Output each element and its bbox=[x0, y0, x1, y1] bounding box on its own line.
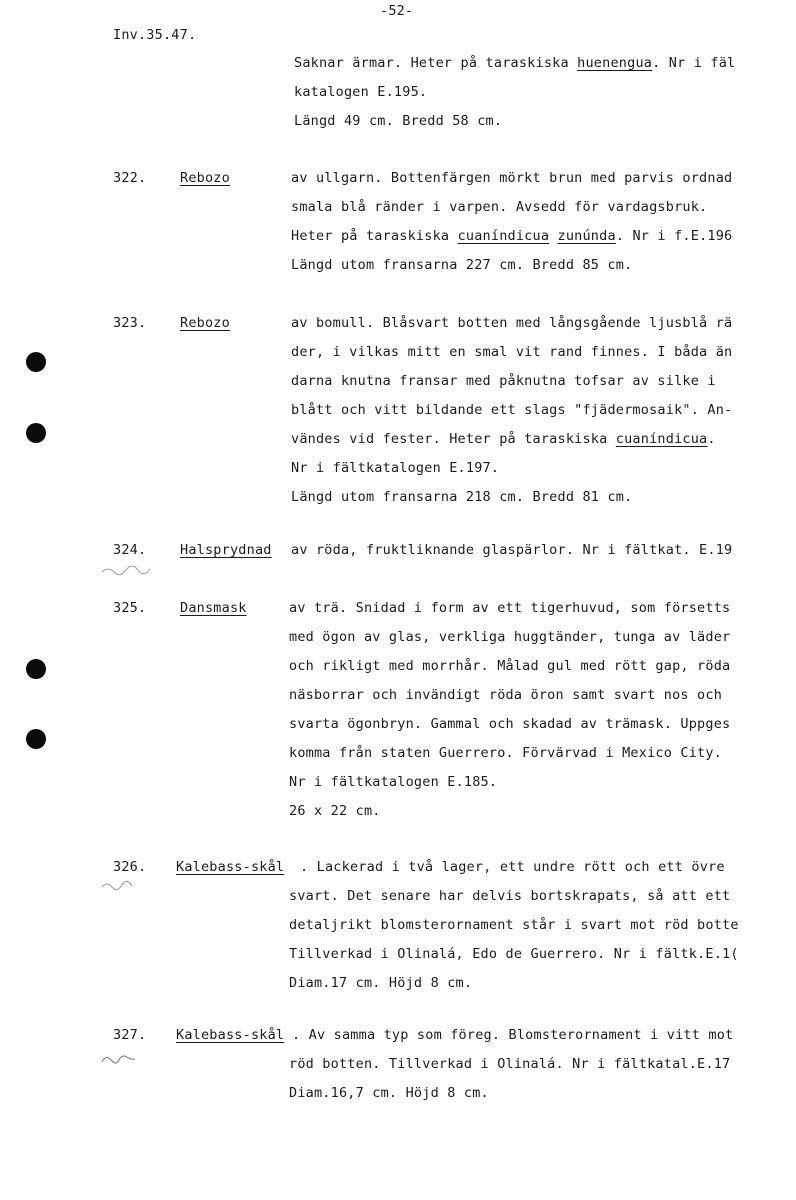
text-span bbox=[549, 228, 557, 244]
text-span: smala blå ränder i varpen. Avsedd för vardagsbruk. bbox=[291, 199, 708, 215]
text-span: av ullgarn. Bottenfärgen mörkt brun med parvis ordnad bbox=[291, 170, 733, 186]
pencil-scribble bbox=[100, 1052, 140, 1068]
text-span: Tillverkad i Olinalá, Edo de Guerrero. Nr i fältk.E.1( bbox=[289, 946, 739, 962]
underlined-term: cuaníndicua bbox=[457, 228, 550, 244]
text-span: der, i vilkas mitt en smal vit rand finnes. I båda än bbox=[291, 344, 733, 360]
inventory-number: Inv.35.47. bbox=[113, 27, 197, 43]
text-span: komma från staten Guerrero. Förvärvad i Mexico City. bbox=[289, 745, 723, 761]
punch-hole bbox=[26, 352, 46, 372]
text-span: röd botten. Tillverkad i Olinalá. Nr i fältkatal.E.17 bbox=[289, 1056, 731, 1072]
entry-text-line bbox=[289, 887, 730, 905]
entry-text-line bbox=[291, 401, 732, 419]
text-span: av röda, fruktliknande glaspärlor. Nr i fältkat. E.19 bbox=[291, 542, 733, 558]
text-span: näsborrar och invändigt röda öron samt svart nos och bbox=[289, 687, 723, 703]
entry-text-line bbox=[289, 657, 730, 675]
entry-text-line bbox=[291, 459, 499, 477]
entry-text-line bbox=[289, 802, 381, 820]
entry-text-line bbox=[289, 599, 730, 617]
text-span: detaljrikt blomsterornament står i svart mot röd botte bbox=[289, 917, 739, 933]
text-span: svart. Det senare har delvis bortskrapats, så att ett bbox=[289, 888, 731, 904]
entry-text-line bbox=[291, 343, 732, 361]
text-span: Längd utom fransarna 218 cm. Bredd 81 cm. bbox=[291, 489, 633, 505]
entry-text-line bbox=[291, 488, 632, 506]
entry-text-line bbox=[289, 974, 472, 992]
entry-text-line bbox=[289, 744, 722, 762]
punch-hole bbox=[26, 423, 46, 443]
pencil-scribble bbox=[100, 562, 160, 576]
text-span: . Lackerad i två lager, ett undre rött och ett övre bbox=[300, 859, 725, 875]
text-span: Nr i fältkatalogen E.197. bbox=[291, 460, 500, 476]
text-span: katalogen E.195. bbox=[294, 84, 428, 100]
punch-hole bbox=[26, 729, 46, 749]
entry-text-line bbox=[291, 541, 732, 559]
text-span: 26 x 22 cm. bbox=[289, 803, 381, 819]
entry-text-line bbox=[300, 858, 725, 876]
entry-number: 323. bbox=[113, 315, 147, 331]
entry-text-line bbox=[289, 628, 730, 646]
text-span: Diam.17 cm. Höjd 8 cm. bbox=[289, 975, 473, 991]
entry-title: Rebozo bbox=[180, 170, 230, 186]
text-span: . Nr i f.E.196 bbox=[615, 228, 733, 244]
entry-text-line bbox=[289, 1055, 730, 1073]
entry-text-line bbox=[289, 686, 722, 704]
entry-title: Rebozo bbox=[180, 315, 230, 331]
text-span: . bbox=[707, 431, 716, 447]
underlined-term: cuaníndicua bbox=[615, 431, 708, 447]
entry-number: 326. bbox=[113, 859, 147, 875]
text-span: Längd 49 cm. Bredd 58 cm. bbox=[294, 113, 503, 129]
entry-text-line bbox=[291, 256, 632, 274]
text-span: av trä. Snidad i form av ett tigerhuvud, som försetts bbox=[289, 600, 731, 616]
carryover-line bbox=[294, 112, 502, 130]
carryover-line bbox=[294, 54, 735, 72]
text-span: Längd utom fransarna 227 cm. Bredd 85 cm. bbox=[291, 257, 633, 273]
entry-text-line bbox=[291, 430, 716, 448]
text-span: Diam.16,7 cm. Höjd 8 cm. bbox=[289, 1085, 489, 1101]
entry-text-line bbox=[291, 372, 716, 390]
text-span: Saknar ärmar. Heter på taraskiska bbox=[294, 55, 578, 71]
text-span: med ögon av glas, verkliga huggtänder, tunga av läder bbox=[289, 629, 731, 645]
text-span: och rikligt med morrhår. Målad gul med rött gap, röda bbox=[289, 658, 731, 674]
text-span: blått och vitt bildande ett slags "fjädermosaik". An- bbox=[291, 402, 733, 418]
entry-number: 324. bbox=[113, 542, 147, 558]
pencil-scribble bbox=[100, 878, 140, 892]
punch-hole bbox=[26, 659, 46, 679]
entry-text-line bbox=[289, 945, 739, 963]
entry-text-line bbox=[289, 715, 730, 733]
entry-text-line bbox=[289, 773, 497, 791]
text-span: Heter på taraskiska bbox=[291, 228, 458, 244]
underlined-term: zunúnda bbox=[557, 228, 616, 244]
text-span: . Nr i fäl bbox=[652, 55, 736, 71]
entry-title: Halsprydnad bbox=[180, 542, 272, 558]
entry-number: 325. bbox=[113, 600, 147, 616]
entry-text-line bbox=[291, 198, 707, 216]
entry-text-line bbox=[292, 1026, 733, 1044]
text-span: darna knutna fransar med påknutna tofsar av silke i bbox=[291, 373, 716, 389]
entry-title: Dansmask bbox=[180, 600, 247, 616]
entry-title: Kalebass-skål bbox=[176, 1027, 285, 1043]
entry-number: 327. bbox=[113, 1027, 147, 1043]
page-number: -52- bbox=[380, 3, 414, 19]
text-span: Nr i fältkatalogen E.185. bbox=[289, 774, 498, 790]
text-span: av bomull. Blåsvart botten med långsgående ljusblå rä bbox=[291, 315, 733, 331]
entry-text-line bbox=[289, 1084, 489, 1102]
entry-text-line bbox=[291, 227, 732, 245]
entry-number: 322. bbox=[113, 170, 147, 186]
text-span: svarta ögonbryn. Gammal och skadad av trämask. Uppges bbox=[289, 716, 731, 732]
entry-text-line bbox=[289, 916, 739, 934]
text-span: . Av samma typ som föreg. Blomsterornament i vitt mot bbox=[292, 1027, 734, 1043]
text-span: vändes vid fester. Heter på taraskiska bbox=[291, 431, 616, 447]
entry-text-line bbox=[291, 314, 732, 332]
underlined-term: huenengua bbox=[577, 55, 653, 71]
entry-title: Kalebass-skål bbox=[176, 859, 285, 875]
carryover-line bbox=[294, 83, 427, 101]
entry-text-line bbox=[291, 169, 732, 187]
